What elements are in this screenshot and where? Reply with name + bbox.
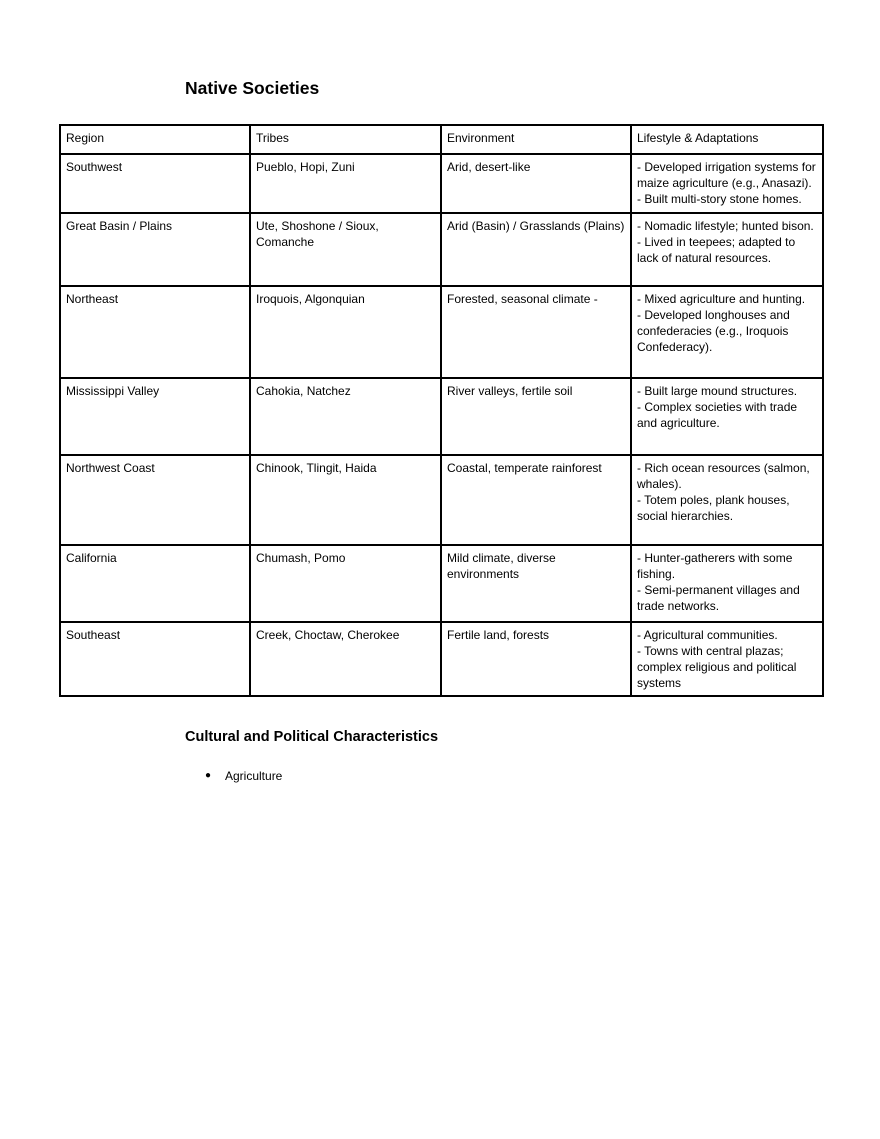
header-region: Region — [60, 125, 250, 154]
cell-lifestyle — [631, 455, 823, 545]
cell-region — [60, 545, 250, 622]
cell-line: confederacies (e.g., Iroquois — [637, 324, 789, 338]
cell-line: - Agricultural communities. — [637, 628, 778, 642]
cell-line: Pueblo, Hopi, Zuni — [256, 160, 355, 174]
header-lifestyle: Lifestyle & Adaptations — [631, 125, 823, 154]
table-row — [60, 622, 823, 696]
cell-line: complex religious and political — [637, 660, 797, 674]
cell-line: and agriculture. — [637, 416, 720, 430]
table-row — [60, 286, 823, 378]
cell-environment — [441, 286, 631, 378]
header-tribes: Tribes — [250, 125, 441, 154]
cell-region — [60, 213, 250, 286]
cell-line: Cahokia, Natchez — [256, 384, 351, 398]
cell-tribes — [250, 545, 441, 622]
cell-line: - Hunter-gatherers with some — [637, 551, 793, 565]
cell-line: - Mixed agriculture and hunting. — [637, 292, 806, 306]
bullet-text: Agriculture — [225, 769, 283, 783]
cell-tribes — [250, 286, 441, 378]
cell-tribes — [250, 213, 441, 286]
cell-line: Arid (Basin) / Grasslands (Plains) — [447, 219, 625, 233]
table-row — [60, 154, 823, 213]
cell-environment — [441, 622, 631, 696]
cell-line: environments — [447, 567, 520, 581]
table-header-row — [60, 125, 823, 154]
cell-line: social hierarchies. — [637, 509, 734, 523]
cell-line: Southeast — [66, 628, 121, 642]
cell-line: Forested, seasonal climate - — [447, 292, 598, 306]
cell-lifestyle — [631, 286, 823, 378]
cell-line: maize agriculture (e.g., Anasazi). — [637, 176, 812, 190]
cell-line: Mild climate, diverse — [447, 551, 556, 565]
bullet-list — [205, 768, 282, 784]
cell-line: Mississippi Valley — [66, 384, 160, 398]
cell-line: River valleys, fertile soil — [447, 384, 573, 398]
native-societies-table — [59, 124, 824, 697]
cell-environment — [441, 455, 631, 545]
cell-line: whales). — [637, 477, 682, 491]
cell-line: - Built multi-story stone homes. — [637, 192, 802, 206]
cell-tribes — [250, 378, 441, 455]
cell-line: Arid, desert-like — [447, 160, 531, 174]
cell-line: - Complex societies with trade — [637, 400, 798, 414]
cell-lifestyle — [631, 213, 823, 286]
bullet-item — [205, 768, 282, 784]
cell-environment — [441, 154, 631, 213]
cell-line: Great Basin / Plains — [66, 219, 173, 233]
cell-line: - Semi-permanent villages and — [637, 583, 800, 597]
table-row — [60, 455, 823, 545]
cell-line: Fertile land, forests — [447, 628, 550, 642]
header-environment: Environment — [441, 125, 631, 154]
cell-lifestyle — [631, 622, 823, 696]
cell-line: Chinook, Tlingit, Haida — [256, 461, 377, 475]
cell-line: - Rich ocean resources (salmon, — [637, 461, 810, 475]
cell-lifestyle — [631, 378, 823, 455]
cell-tribes — [250, 154, 441, 213]
table-row — [60, 213, 823, 286]
cell-line: - Developed longhouses and — [637, 308, 790, 322]
cell-line: systems — [637, 676, 682, 690]
cell-environment — [441, 545, 631, 622]
cell-lifestyle — [631, 545, 823, 622]
cell-line: - Towns with central plazas; — [637, 644, 784, 658]
table-row — [60, 378, 823, 455]
section-heading: Cultural and Political Characteristics — [185, 729, 439, 745]
page-title: Native Societies — [185, 78, 320, 98]
cell-environment — [441, 213, 631, 286]
cell-line: Creek, Choctaw, Cherokee — [256, 628, 400, 642]
cell-line: trade networks. — [637, 599, 720, 613]
cell-environment — [441, 378, 631, 455]
cell-line: - Lived in teepees; adapted to — [637, 235, 796, 249]
cell-line: Southwest — [66, 160, 123, 174]
cell-region — [60, 455, 250, 545]
cell-line: California — [66, 551, 117, 565]
cell-line: lack of natural resources. — [637, 251, 772, 265]
cell-tribes — [250, 455, 441, 545]
cell-lifestyle — [631, 154, 823, 213]
cell-line: Coastal, temperate rainforest — [447, 461, 602, 475]
cell-line: - Totem poles, plank houses, — [637, 493, 790, 507]
cell-region — [60, 154, 250, 213]
cell-line: - Nomadic lifestyle; hunted bison. — [637, 219, 814, 233]
cell-tribes — [250, 622, 441, 696]
cell-line: - Developed irrigation systems for — [637, 160, 816, 174]
cell-region — [60, 378, 250, 455]
cell-region — [60, 622, 250, 696]
cell-line: Confederacy). — [637, 340, 713, 354]
table-row — [60, 545, 823, 622]
cell-line: Iroquois, Algonquian — [256, 292, 365, 306]
cell-line: Comanche — [256, 235, 315, 249]
cell-region — [60, 286, 250, 378]
cell-line: Northeast — [66, 292, 119, 306]
bullet-icon: ● — [205, 770, 212, 781]
cell-line: Chumash, Pomo — [256, 551, 346, 565]
cell-line: Ute, Shoshone / Sioux, — [256, 219, 379, 233]
cell-line: Northwest Coast — [66, 461, 155, 475]
cell-line: fishing. — [637, 567, 676, 581]
cell-line: - Built large mound structures. — [637, 384, 798, 398]
